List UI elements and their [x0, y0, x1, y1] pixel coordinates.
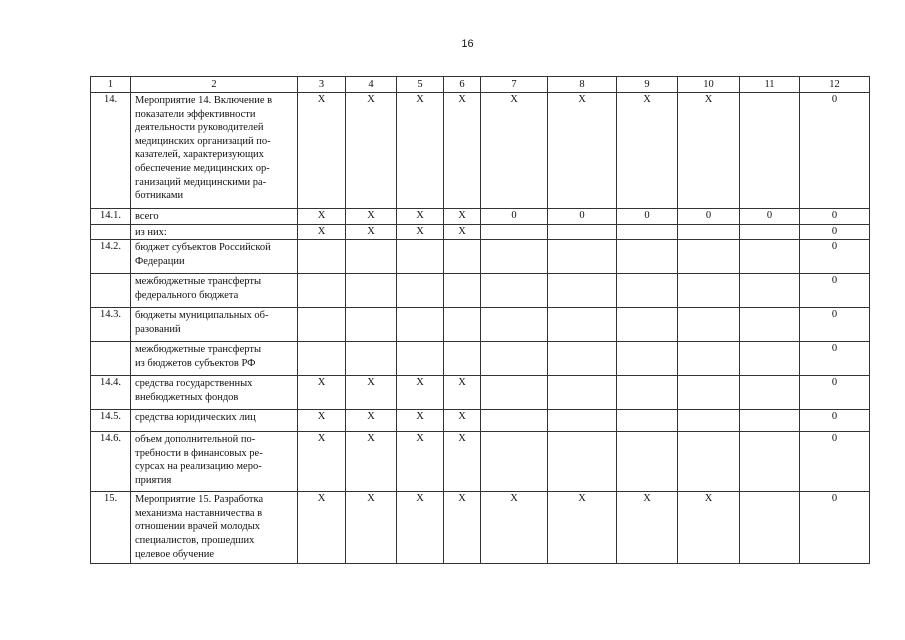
value-cell — [740, 308, 800, 342]
value-cell: Х — [617, 492, 678, 564]
value-cell — [617, 410, 678, 432]
column-header: 5 — [397, 77, 444, 93]
row-description-cell: всего — [131, 209, 298, 225]
value-cell — [617, 224, 678, 240]
value-cell: Х — [397, 432, 444, 492]
value-cell: 0 — [800, 240, 870, 274]
column-header: 7 — [481, 77, 548, 93]
value-cell — [678, 240, 740, 274]
value-cell — [481, 342, 548, 376]
value-cell — [548, 410, 617, 432]
table-row — [91, 492, 870, 564]
value-cell: Х — [444, 432, 481, 492]
value-cell: 0 — [678, 209, 740, 225]
value-cell: 0 — [800, 209, 870, 225]
value-cell — [740, 240, 800, 274]
value-cell — [397, 342, 444, 376]
value-cell: 0 — [548, 209, 617, 225]
value-cell — [617, 308, 678, 342]
value-cell — [617, 274, 678, 308]
row-number-cell — [91, 342, 131, 376]
value-cell — [346, 342, 397, 376]
column-header: 12 — [800, 77, 870, 93]
value-cell: 0 — [800, 410, 870, 432]
value-cell: Х — [481, 93, 548, 209]
value-cell: Х — [678, 492, 740, 564]
value-cell — [346, 274, 397, 308]
value-cell: Х — [346, 410, 397, 432]
value-cell — [678, 342, 740, 376]
value-cell — [678, 308, 740, 342]
value-cell — [617, 376, 678, 410]
row-number-cell: 15. — [91, 492, 131, 564]
value-cell: 0 — [800, 308, 870, 342]
value-cell — [444, 342, 481, 376]
value-cell: 0 — [740, 209, 800, 225]
column-header: 2 — [131, 77, 298, 93]
value-cell: 0 — [800, 376, 870, 410]
row-description-cell: бюджеты муниципальных об- разований — [131, 308, 298, 342]
value-cell: Х — [444, 410, 481, 432]
column-header: 8 — [548, 77, 617, 93]
table-row — [91, 376, 870, 410]
value-cell — [678, 410, 740, 432]
value-cell: Х — [346, 209, 397, 225]
table-row — [91, 410, 870, 432]
value-cell: Х — [617, 93, 678, 209]
value-cell — [740, 93, 800, 209]
value-cell — [298, 274, 346, 308]
value-cell — [397, 308, 444, 342]
value-cell — [481, 376, 548, 410]
table-row — [91, 308, 870, 342]
value-cell — [548, 240, 617, 274]
value-cell: Х — [444, 376, 481, 410]
row-description-cell: средства юридических лиц — [131, 410, 298, 432]
value-cell — [346, 240, 397, 274]
value-cell: Х — [298, 376, 346, 410]
value-cell: Х — [444, 93, 481, 209]
value-cell — [298, 240, 346, 274]
row-description-cell: из них: — [131, 224, 298, 240]
value-cell: Х — [298, 432, 346, 492]
column-header: 3 — [298, 77, 346, 93]
value-cell: Х — [678, 93, 740, 209]
value-cell — [481, 224, 548, 240]
value-cell: Х — [346, 432, 397, 492]
value-cell: Х — [548, 93, 617, 209]
value-cell — [740, 274, 800, 308]
value-cell — [346, 308, 397, 342]
value-cell — [397, 274, 444, 308]
value-cell — [481, 240, 548, 274]
value-cell: 0 — [800, 224, 870, 240]
value-cell — [740, 376, 800, 410]
value-cell — [548, 342, 617, 376]
value-cell: Х — [444, 224, 481, 240]
value-cell — [548, 432, 617, 492]
value-cell — [678, 224, 740, 240]
value-cell — [481, 308, 548, 342]
value-cell — [740, 410, 800, 432]
value-cell — [548, 274, 617, 308]
value-cell — [740, 224, 800, 240]
row-number-cell: 14. — [91, 93, 131, 209]
value-cell: 0 — [617, 209, 678, 225]
table-row — [91, 342, 870, 376]
header-row — [91, 77, 870, 93]
column-header: 9 — [617, 77, 678, 93]
row-number-cell: 14.4. — [91, 376, 131, 410]
value-cell — [481, 432, 548, 492]
value-cell — [481, 274, 548, 308]
value-cell: Х — [346, 93, 397, 209]
value-cell: 0 — [800, 93, 870, 209]
value-cell: 0 — [800, 432, 870, 492]
value-cell — [678, 274, 740, 308]
row-description-cell: объем дополнительной по- требности в финансовых ре- сурсах на реализацию меро- приятия — [131, 432, 298, 492]
table-row — [91, 209, 870, 225]
row-number-cell: 14.3. — [91, 308, 131, 342]
table-body — [91, 93, 870, 564]
value-cell: Х — [298, 492, 346, 564]
value-cell: Х — [444, 492, 481, 564]
value-cell — [481, 410, 548, 432]
value-cell: Х — [397, 224, 444, 240]
value-cell — [740, 342, 800, 376]
value-cell — [740, 432, 800, 492]
column-header: 6 — [444, 77, 481, 93]
value-cell: Х — [346, 492, 397, 564]
row-number-cell: 14.1. — [91, 209, 131, 225]
column-header: 10 — [678, 77, 740, 93]
table-row — [91, 240, 870, 274]
value-cell: Х — [346, 224, 397, 240]
row-number-cell: 14.2. — [91, 240, 131, 274]
value-cell: Х — [548, 492, 617, 564]
row-number-cell — [91, 224, 131, 240]
page-number: 16 — [461, 38, 474, 50]
value-cell: Х — [481, 492, 548, 564]
value-cell — [617, 240, 678, 274]
row-description-cell: средства государственных внебюджетных фондов — [131, 376, 298, 410]
value-cell: 0 — [800, 492, 870, 564]
value-cell — [617, 432, 678, 492]
table-row — [91, 93, 870, 209]
value-cell — [444, 308, 481, 342]
value-cell: Х — [397, 93, 444, 209]
value-cell: Х — [298, 209, 346, 225]
value-cell — [548, 224, 617, 240]
table-row — [91, 274, 870, 308]
value-cell — [678, 376, 740, 410]
value-cell: Х — [397, 376, 444, 410]
value-cell — [617, 342, 678, 376]
row-description-cell: Мероприятие 14. Включение в показатели эффективности деятельности руководителей медицинских организаций по- казателей, характеризующих обеспечение медицинских ор- ганизаций медицинскими ра- ботниками — [131, 93, 298, 209]
row-description-cell: бюджет субъектов Российской Федерации — [131, 240, 298, 274]
value-cell: Х — [397, 492, 444, 564]
row-description-cell: Мероприятие 15. Разработка механизма наставничества в отношении врачей молодых специалистов, прошедших целевое обучение — [131, 492, 298, 564]
value-cell — [444, 274, 481, 308]
value-cell: 0 — [481, 209, 548, 225]
value-cell — [444, 240, 481, 274]
value-cell: Х — [298, 93, 346, 209]
row-description-cell: межбюджетные трансферты федерального бюджета — [131, 274, 298, 308]
value-cell: Х — [346, 376, 397, 410]
value-cell: Х — [298, 410, 346, 432]
row-number-cell: 14.5. — [91, 410, 131, 432]
row-number-cell: 14.6. — [91, 432, 131, 492]
budget-table — [90, 76, 870, 564]
value-cell: Х — [397, 209, 444, 225]
value-cell — [678, 432, 740, 492]
value-cell: Х — [397, 410, 444, 432]
table-row — [91, 432, 870, 492]
value-cell: 0 — [800, 274, 870, 308]
value-cell — [397, 240, 444, 274]
value-cell: Х — [444, 209, 481, 225]
row-description-cell: межбюджетные трансферты из бюджетов субъектов РФ — [131, 342, 298, 376]
value-cell: 0 — [800, 342, 870, 376]
column-header: 4 — [346, 77, 397, 93]
row-number-cell — [91, 274, 131, 308]
column-header: 11 — [740, 77, 800, 93]
value-cell — [740, 492, 800, 564]
column-header: 1 — [91, 77, 131, 93]
value-cell — [298, 308, 346, 342]
value-cell — [548, 308, 617, 342]
value-cell — [548, 376, 617, 410]
value-cell: Х — [298, 224, 346, 240]
table-row — [91, 224, 870, 240]
value-cell — [298, 342, 346, 376]
